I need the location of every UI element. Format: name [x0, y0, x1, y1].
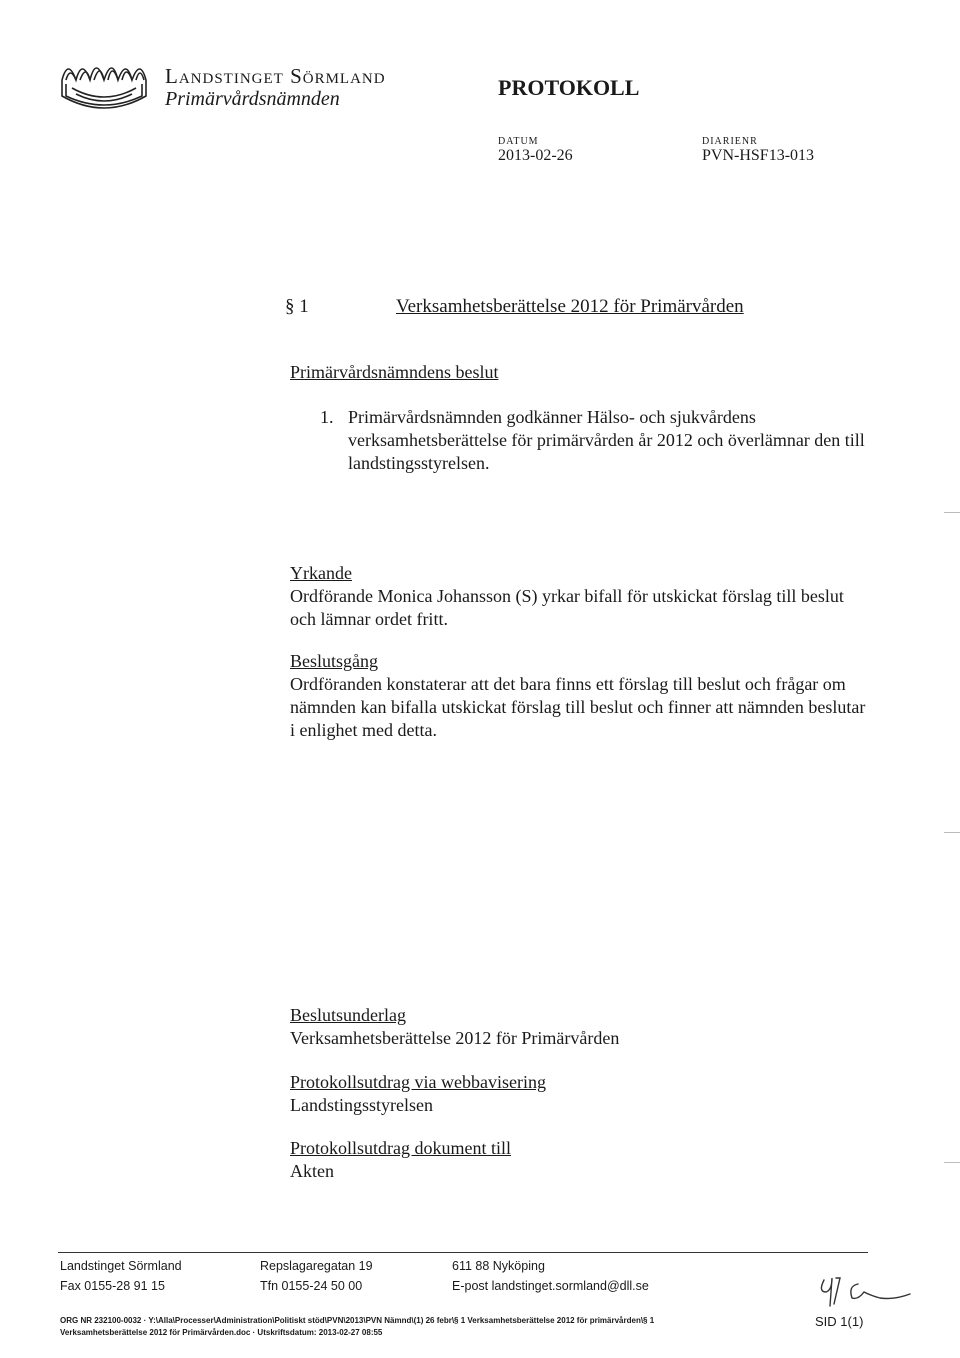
section-title: Verksamhetsberättelse 2012 för Primärvården: [396, 296, 744, 317]
footer-print-date: Verksamhetsberättelse 2012 för Primärvården.doc · Utskriftsdatum: 2013-02-27 08:55: [60, 1328, 383, 1337]
dokument-text: Akten: [290, 1161, 334, 1181]
diarienr-value: PVN-HSF13-013: [702, 147, 815, 164]
margin-mark: [944, 512, 960, 513]
footer-fax: Fax 0155-28 91 15: [60, 1279, 165, 1293]
footer-org: Landstinget Sörmland: [60, 1259, 182, 1273]
yrkande-text: Ordförande Monica Johansson (S) yrkar bifall för utskickat förslag till beslut och lämnar ordet fritt.: [290, 586, 844, 629]
yrkande-heading: Yrkande: [290, 563, 352, 583]
initials-signature: [810, 1270, 930, 1318]
landstinget-logo: [58, 50, 150, 122]
footer-file-path: ORG NR 232100-0032 · Y:\Alla\Processer\Administration\Politiskt stöd\PVN\2013\PVN Nämnd\(1) 26 febr\§ 1 Verksamhetsberättelse 2012 för primärvården\§ 1: [60, 1316, 655, 1325]
beslutsgang-text: Ordföranden konstaterar att det bara finns ett förslag till beslut och frågar om nämnden kan bifalla utskickat förslag till beslut och finner att nämnden beslutar i enlighet med detta.: [290, 674, 866, 740]
decision-text: Primärvårdsnämnden godkänner Hälso- och sjukvårdens verksamhetsberättelse för primärvården år 2012 och överlämnar den till landstingsstyrelsen.: [348, 407, 865, 473]
webbavisering-text: Landstingsstyrelsen: [290, 1095, 433, 1115]
webbavisering-heading: Protokollsutdrag via webbavisering: [290, 1072, 546, 1092]
footer-divider: [58, 1252, 868, 1253]
diarienr-label: DIARIENR: [702, 136, 758, 147]
footer-postal: 611 88 Nyköping: [452, 1259, 545, 1273]
datum-label: DATUM: [498, 136, 539, 147]
decision-heading: Primärvårdsnämndens beslut: [290, 362, 499, 382]
beslutsgang-heading: Beslutsgång: [290, 651, 378, 671]
footer-address: Repslagaregatan 19: [260, 1259, 373, 1273]
margin-mark: [944, 832, 960, 833]
page-indicator: SID 1(1): [815, 1314, 864, 1329]
dokument-heading: Protokollsutdrag dokument till: [290, 1138, 511, 1158]
document-type: PROTOKOLL: [498, 75, 640, 100]
org-subtitle: Primärvårdsnämnden: [165, 88, 340, 110]
beslutsunderlag-heading: Beslutsunderlag: [290, 1005, 406, 1025]
margin-mark: [944, 1162, 960, 1163]
decision-item: [320, 406, 880, 475]
org-name: Landstinget Sörmland: [165, 64, 386, 88]
footer-phone: Tfn 0155-24 50 00: [260, 1279, 363, 1293]
paragraph-number: § 1: [285, 296, 309, 317]
beslutsunderlag-text: Verksamhetsberättelse 2012 för Primärvården: [290, 1028, 620, 1048]
datum-value: 2013-02-26: [498, 147, 573, 164]
footer-email: E-post landstinget.sormland@dll.se: [452, 1279, 649, 1293]
decision-number: 1.: [320, 407, 334, 427]
